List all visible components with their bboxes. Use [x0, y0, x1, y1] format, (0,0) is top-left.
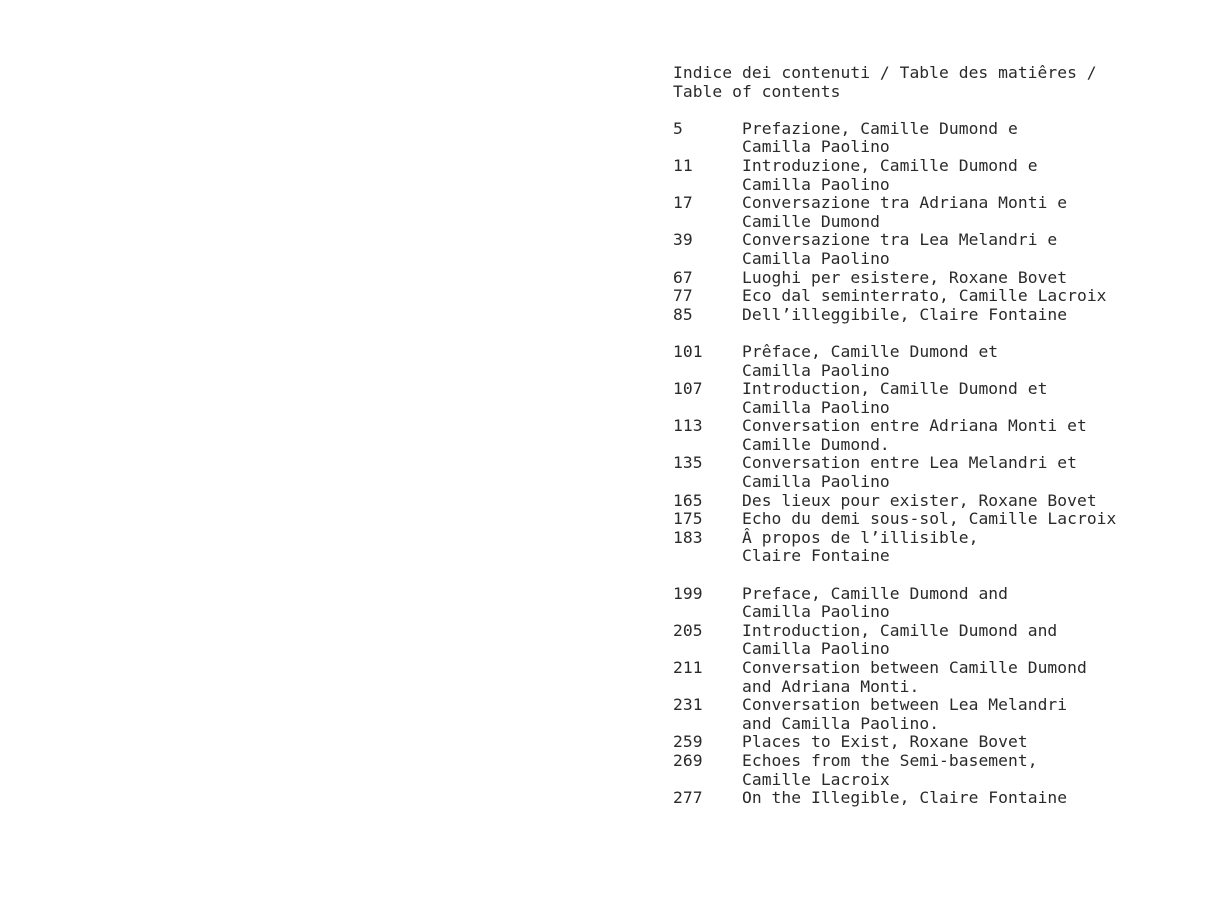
toc-page-number: 101 [673, 341, 703, 361]
toc-page-number: 183 [673, 527, 703, 547]
toc-entry-text: Places to Exist, Roxane Bovet [742, 732, 1028, 752]
toc-entry [673, 454, 1193, 491]
toc-entry-text: Echo du demi sous-sol, Camille Lacroix [742, 509, 1117, 529]
toc-entry-text: Preface, Camille Dumond and Camilla Paolino [742, 583, 1009, 622]
toc-entry [673, 659, 1193, 696]
toc-entry [673, 752, 1193, 789]
toc-page-number: 39 [673, 230, 693, 250]
toc-section [673, 343, 1193, 566]
toc-entry-text: Introduction, Camille Dumond and Camilla Paolino [742, 620, 1058, 659]
toc-entry-text: Conversation between Lea Melandri and Camilla Paolino. [742, 695, 1068, 733]
toc-entry [673, 417, 1193, 454]
toc-entry [673, 733, 1193, 752]
toc-entry-text: Eco dal seminterrato, Camille Lacroix [742, 286, 1107, 306]
toc-section [673, 585, 1193, 808]
toc-entry-text: Conversazione tra Lea Melandri e Camilla Paolino [742, 230, 1058, 268]
toc-section [673, 120, 1193, 325]
toc-page-number: 277 [673, 788, 703, 808]
toc-entry-text: Conversation entre Lea Melandri et Camilla Paolino [742, 453, 1077, 492]
toc-page-number: 11 [673, 155, 693, 175]
toc-entry [673, 789, 1193, 808]
toc-entry [673, 269, 1193, 288]
toc-entry [673, 492, 1193, 511]
toc-page-number: 165 [673, 490, 703, 510]
toc-entry [673, 120, 1193, 157]
toc-page-number: 269 [673, 750, 703, 770]
toc-entry [673, 585, 1193, 622]
toc-page-number: 259 [673, 732, 703, 752]
toc-entry-text: Prêface, Camille Dumond et Camilla Paolino [742, 341, 999, 380]
toc-page-number: 211 [673, 658, 703, 677]
toc-entry [673, 194, 1193, 231]
toc-entry [673, 380, 1193, 417]
toc-page-number: 175 [673, 509, 703, 529]
toc-page-number: 5 [673, 118, 683, 138]
toc-entry [673, 529, 1193, 566]
toc-entry [673, 622, 1193, 659]
toc-entry-text: Prefazione, Camille Dumond e Camilla Paolino [742, 118, 1018, 157]
toc-title: Indice dei contenuti / Table des matiêres / Table of contents [673, 63, 1097, 101]
toc-entry [673, 696, 1193, 733]
toc-entry-text: Dell’illeggibile, Claire Fontaine [742, 304, 1068, 324]
toc-entry-text: Conversazione tra Adriana Monti e Camille Dumond [742, 193, 1068, 231]
toc-page-number: 67 [673, 267, 693, 287]
toc-entry [673, 306, 1193, 325]
toc-page-number: 205 [673, 620, 703, 640]
toc-sections [673, 120, 1193, 808]
toc-entry [673, 231, 1193, 268]
toc-entry-text: Conversation entre Adriana Monti et Camille Dumond. [742, 416, 1087, 454]
toc-entry [673, 157, 1193, 194]
toc-entry-text: Introduzione, Camille Dumond e Camilla Paolino [742, 155, 1038, 194]
toc-entry [673, 510, 1193, 529]
toc-page-number: 17 [673, 193, 693, 213]
toc-entry [673, 287, 1193, 306]
toc-page-number: 77 [673, 286, 693, 306]
toc-entry-text: Â propos de l’illisible, Claire Fontaine [742, 527, 979, 566]
toc-page-number: 107 [673, 379, 703, 399]
toc-page-number: 199 [673, 583, 703, 603]
toc-page-number: 113 [673, 416, 703, 436]
table-of-contents [673, 64, 1193, 808]
toc-page-number: 231 [673, 695, 703, 715]
toc-page-number: 135 [673, 453, 703, 473]
toc-entry-text: Conversation between Camille Dumond and Adriana Monti. [742, 658, 1087, 696]
toc-page-number: 85 [673, 304, 693, 324]
toc-entry-text: Echoes from the Semi-basement, Camille Lacroix [742, 750, 1038, 789]
toc-entry-text: Des lieux pour exister, Roxane Bovet [742, 490, 1097, 510]
toc-entry [673, 343, 1193, 380]
toc-entry-text: Luoghi per esistere, Roxane Bovet [742, 267, 1068, 287]
toc-entry-text: Introduction, Camille Dumond et Camilla Paolino [742, 379, 1048, 417]
toc-entry-text: On the Illegible, Claire Fontaine [742, 788, 1068, 808]
